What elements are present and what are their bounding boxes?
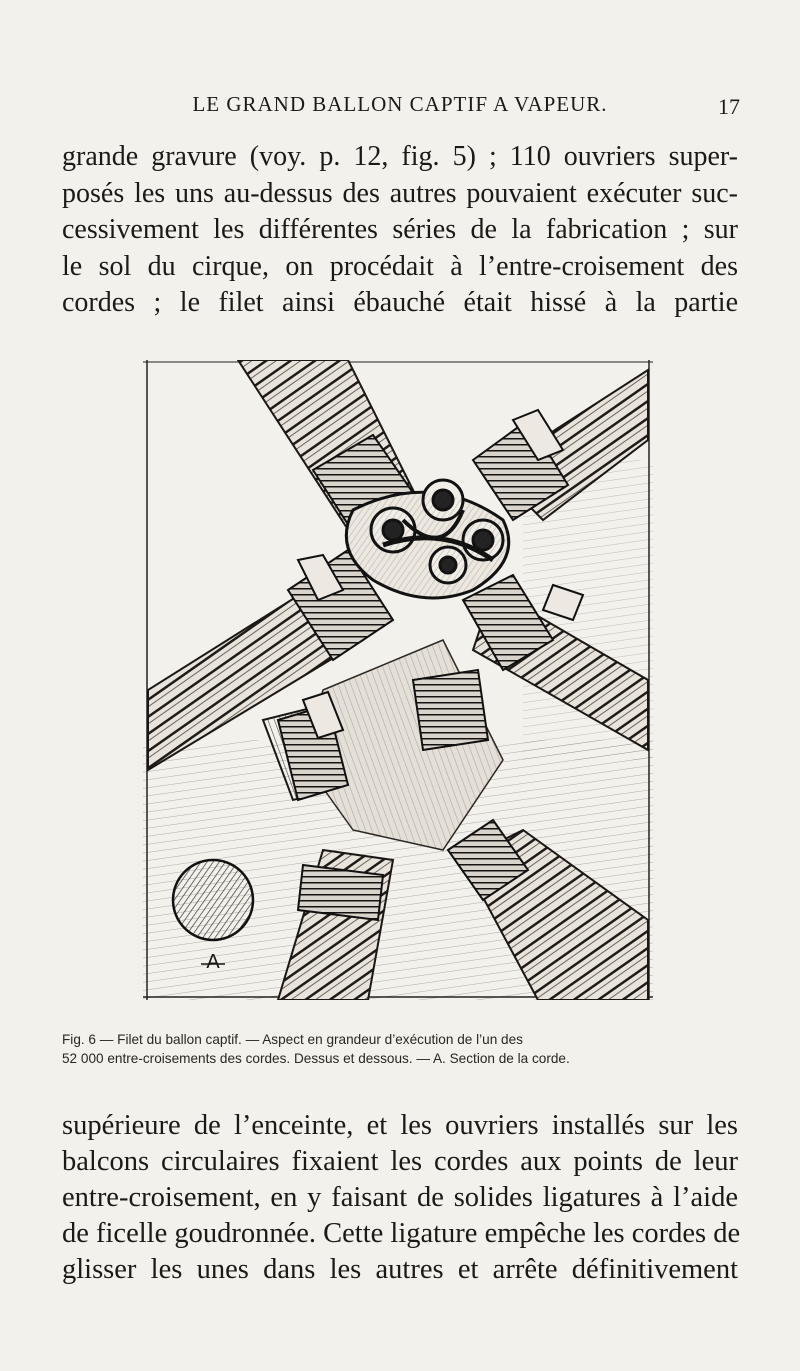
text-line: cessivement les différentes séries de la fabrication ; sur: [62, 214, 738, 245]
rope-crossing-engraving: [143, 360, 653, 1000]
text-line: balcons circulaires fixaient les cordes aux points de leur: [62, 1146, 738, 1177]
text-line: supérieure de l’enceinte, et les ouvriers installés sur les: [62, 1110, 738, 1141]
figure-caption: [62, 1030, 742, 1068]
engraving-figure: [143, 360, 653, 1000]
text-line: glisser les unes dans les autres et arrête définitivement: [62, 1254, 738, 1285]
text-line: grande gravure (voy. p. 12, fig. 5) ; 110 ouvriers super-: [62, 141, 738, 172]
text-line: de ficelle goudronnée. Cette ligature empêche les cordes de: [62, 1218, 741, 1249]
rope-section-a: [173, 860, 253, 940]
body-text-top: [62, 139, 738, 322]
body-text-bottom: [62, 1108, 741, 1288]
running-title: LE GRAND BALLON CAPTIF A VAPEUR.: [192, 92, 608, 116]
caption-line: Fig. 6 — Filet du ballon captif. — Aspect en grandeur d’exécution de l’un des: [62, 1032, 523, 1047]
text-line: entre-croisement, en y faisant de solides ligatures à l’aide: [62, 1182, 738, 1213]
text-line: posés les uns au-dessus des autres pouvaient exécuter suc-: [62, 177, 738, 209]
figure-label-a: A: [206, 951, 220, 973]
text-line: le sol du cirque, on procédait à l’entre-croisement des: [62, 250, 738, 282]
page-number: 17: [718, 94, 740, 119]
running-head: [60, 92, 740, 122]
text-line: cordes ; le filet ainsi ébauché était hissé à la partie: [62, 287, 738, 318]
caption-line: 52 000 entre-croisements des cordes. Dessus et dessous. — A. Section de la corde.: [62, 1051, 570, 1066]
